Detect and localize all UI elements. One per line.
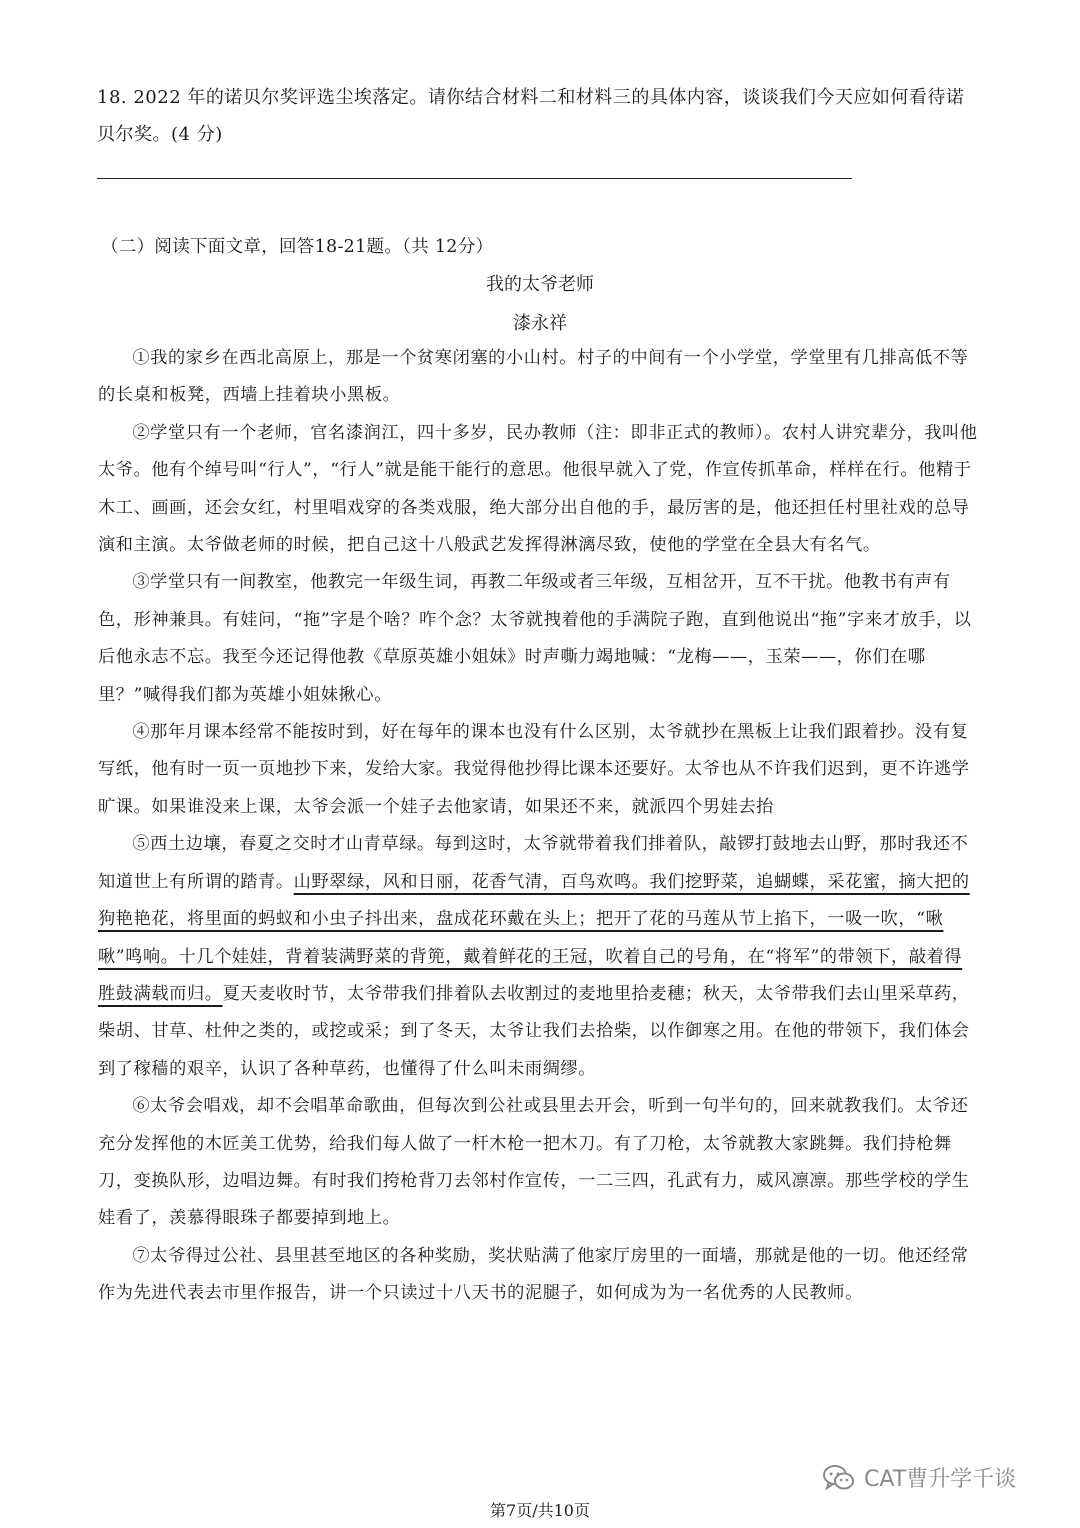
article-author: 漆永祥 xyxy=(513,313,567,334)
article-body xyxy=(98,340,978,1313)
underlined-sentence-1: 山野翠绿，风和日丽，花香气清，百鸟欢鸣。 xyxy=(293,871,650,892)
paragraph-5 xyxy=(98,826,978,1088)
watermark-text: CAT曹升学千谈 xyxy=(864,1467,1017,1492)
article-title: 我的太爷老师 xyxy=(486,274,594,295)
paragraph-1: ①我的家乡在西北高原上，那是一个贫寒闭塞的小山村。村子的中间有一个小学堂，学堂里有几排高低不等的长桌和板凳，西墙上挂着块小黑板。 xyxy=(98,348,969,406)
paragraph-6: ⑥太爷会唱戏，却不会唱革命歌曲，但每次到公社或县里去开会，听到一句半句的，回来就教我们。太爷还充分发挥他的木匠美工优势，给我们每人做了一杆木枪一把木刀。有了刀枪，太爷就教大家跳舞。我们持枪舞刀，变换队形，边唱边舞。有时我们挎枪背刀去邻村作宣传，一二三四，孔武有力，威风凛凛。那些学校的学生娃看了，羡慕得眼珠子都要掉到地上。 xyxy=(98,1096,970,1229)
underlined-sentence-2: 我们挖野菜，追蝴蝶，采花蜜，摘大把的狗艳艳花，将里面的蚂蚁和小虫子抖出来，盘成花环戴在头上；把开了花的马莲从节上掐下，一吸一吹，“啾啾”鸣响。十几个娃娃，背着装满野菜的背篼，戴着鲜花的王冠，吹着自己的号角，在“将军”的带领下，敲着得胜鼓满载而归。 xyxy=(98,871,970,1004)
paragraph-5-rest: 夏天麦收时节，太爷带我们排着队去收割过的麦地里拾麦穗；秋天，太爷带我们去山里采草药，柴胡、甘草、杜仲之类的，或挖或采；到了冬天，太爷让我们去拾柴，以作御寒之用。在他的带领下，我们体会到了稼穑的艰辛，认识了各种草药，也懂得了什么叫未雨绸缪。 xyxy=(98,983,970,1079)
section-header: （二）阅读下面文章，回答18-21题。（共 12分） xyxy=(101,237,494,257)
paragraph-3: ③学堂只有一间教室，他教完一年级生词，再教二年级或者三年级，互相岔开，互不干扰。他教书有声有色，形神兼具。有娃问，“拖”字是个啥？咋个念？太爷就拽着他的手满院子跑，直到他说出“拖”字来才放手，以后他永志不忘。我至今还记得他教《草原英雄小姐妹》时声嘶力竭地喊：“龙梅——，玉荣——，你们在哪里？”喊得我们都为英雄小姐妹揪心。 xyxy=(98,572,972,705)
paragraph-5-intro: ⑤西土边壤，春夏之交时才山青草绿。每到这时，太爷就带着我们排着队，敲锣打鼓地去山野，那时我还不知道世上有所谓的踏青。 xyxy=(98,834,969,892)
paragraph-7: ⑦太爷得过公社、县里甚至地区的各种奖励，奖状贴满了他家厅房里的一面墙，那就是他的一切。他还经常作为先进代表去市里作报告，讲一个只读过十八天书的泥腿子，如何成为为一名优秀的人民教师。 xyxy=(98,1245,969,1304)
watermark xyxy=(822,1462,1016,1493)
paragraph-4: ④那年月课本经常不能按时到，好在每年的课本也没有什么区别，太爷就抄在黑板上让我们跟着抄。没有复写纸，他有时一页一页地抄下来，发给大家。我觉得他抄得比课本还要好。太爷也从不许我们迟到，更不许逃学旷课。如果谁没来上课，太爷会派一个娃子去他家请，如果还不来，就派四个男娃去抬 xyxy=(98,722,970,817)
answer-line xyxy=(97,178,852,179)
question-18: 18. 2022 年的诺贝尔奖评选尘埃落定。请你结合材料二和材料三的具体内容，谈谈我们今天应如何看待诺贝尔奖。(4 分) xyxy=(97,87,965,145)
wechat-icon xyxy=(822,1464,856,1492)
page-footer: 第7页/共10页 xyxy=(490,1501,590,1520)
paragraph-2: ②学堂只有一个老师，官名漆润江，四十多岁，民办教师（注：即非正式的教师）。农村人讲究辈分，我叫他太爷。他有个绰号叫“行人”，“行人”就是能干能行的意思。他很早就入了党，作宣传抓革命，样样在行。他精于木工、画画，还会女红，村里唱戏穿的各类戏服，绝大部分出自他的手，最厉害的是，他还担任村里社戏的总导演和主演。太爷做老师的时候，把自己这十八般武艺发挥得淋漓尽致，使他的学堂在全县大有名气。 xyxy=(98,422,978,556)
